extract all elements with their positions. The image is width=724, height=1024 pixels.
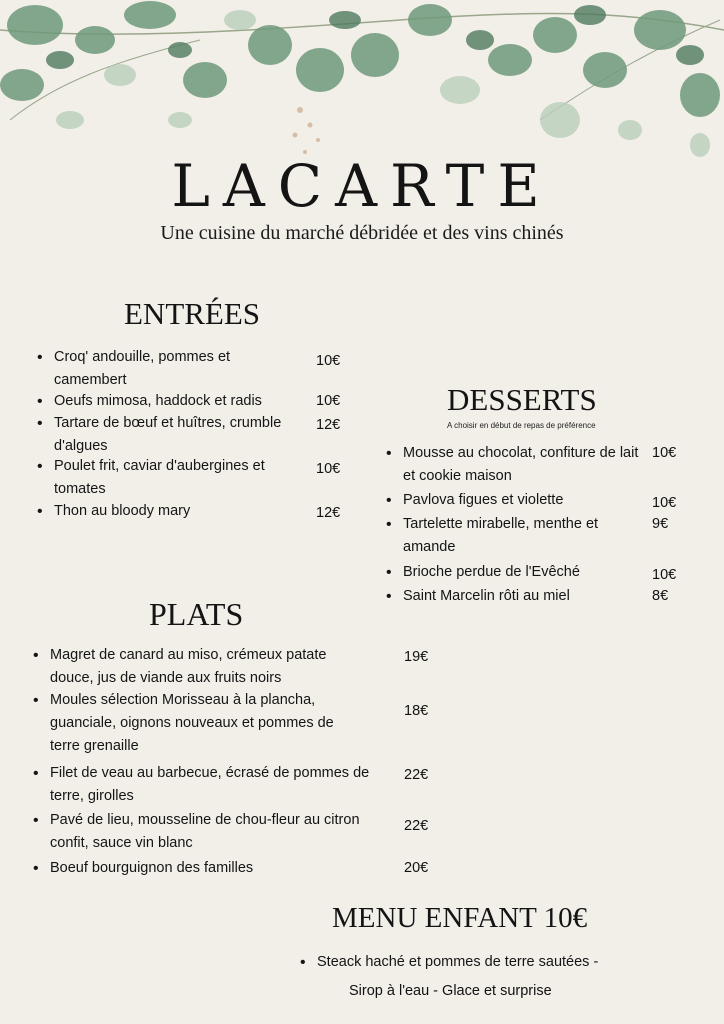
plat-name: Filet de veau au barbecue, écrasé de pommes de terre, girolles [50, 765, 370, 804]
dessert-item [386, 442, 643, 488]
enfant-item [300, 951, 657, 974]
bullet-icon: • [33, 812, 39, 829]
dessert-price: 10€ [652, 445, 677, 461]
plat-price: 20€ [404, 860, 429, 876]
plat-item [33, 644, 365, 690]
enfant-line1: Steack haché et pommes de terre sautées - [317, 954, 599, 970]
bullet-icon: • [300, 954, 306, 971]
entrees-heading: ENTRÉES [124, 296, 261, 331]
plat-price: 22€ [404, 767, 429, 783]
plat-item [33, 857, 365, 880]
entree-price: 12€ [316, 417, 341, 433]
plat-price: 22€ [404, 818, 429, 834]
dessert-name: Brioche perdue de l'Evêché [403, 564, 580, 580]
dessert-item [386, 489, 643, 512]
dessert-name: Mousse au chocolat, confiture de lait et cookie maison [403, 445, 639, 484]
plat-price: 18€ [404, 703, 429, 719]
dessert-item [386, 585, 643, 608]
dessert-price: 10€ [652, 567, 677, 583]
entree-price: 12€ [316, 505, 341, 521]
entree-item [37, 455, 299, 501]
entree-name: Tartare de bœuf et huîtres, crumble d'algues [54, 415, 282, 454]
plat-name: Moules sélection Morisseau à la plancha, guanciale, oignons nouveaux et pommes de terre grenaille [50, 692, 334, 754]
bullet-icon: • [386, 588, 392, 605]
bullet-icon: • [33, 692, 39, 709]
bullet-icon: • [37, 349, 43, 366]
dessert-price: 8€ [652, 588, 669, 604]
eucalyptus-foliage-decoration [0, 0, 724, 175]
entree-price: 10€ [316, 393, 341, 409]
plat-price: 19€ [404, 649, 429, 665]
dessert-price: 9€ [652, 516, 669, 532]
bullet-icon: • [37, 503, 43, 520]
bullet-icon: • [33, 647, 39, 664]
dessert-price: 10€ [652, 495, 677, 511]
entree-item [37, 500, 304, 523]
bullet-icon: • [33, 765, 39, 782]
entree-name: Thon au bloody mary [54, 503, 191, 519]
entree-item [37, 346, 304, 392]
entree-price: 10€ [316, 353, 341, 369]
bullet-icon: • [37, 415, 43, 432]
entree-name: Poulet frit, caviar d'aubergines et tomates [54, 458, 265, 497]
plat-name: Magret de canard au miso, crémeux patate douce, jus de viande aux fruits noirs [50, 647, 327, 686]
entree-item [37, 412, 309, 458]
plat-name: Boeuf bourguignon des familles [50, 860, 254, 876]
entree-item [37, 390, 324, 413]
bullet-icon: • [33, 860, 39, 877]
enfant-heading: MENU ENFANT 10€ [332, 902, 588, 934]
bullet-icon: • [37, 393, 43, 410]
entree-price: 10€ [316, 461, 341, 477]
bullet-icon: • [37, 458, 43, 475]
menu-subtitle: Une cuisine du marché débridée et des vins chinés [160, 222, 564, 244]
desserts-heading: DESSERTS [447, 382, 597, 417]
dessert-name: Tartelette mirabelle, menthe et amande [403, 516, 599, 555]
plat-item [33, 689, 365, 758]
bullet-icon: • [386, 445, 392, 462]
dessert-item [386, 513, 628, 559]
desserts-note: A choisir en début de repas de préférence [447, 421, 596, 430]
bullet-icon: • [386, 516, 392, 533]
entree-name: Croq' andouille, pommes et camembert [54, 349, 231, 388]
bullet-icon: • [386, 564, 392, 581]
dessert-name: Pavlova figues et violette [403, 492, 564, 508]
menu-title: LACARTE [171, 152, 553, 220]
dessert-name: Saint Marcelin rôti au miel [403, 588, 570, 604]
plats-heading: PLATS [149, 596, 244, 632]
enfant-line2: Sirop à l'eau - Glace et surprise [349, 983, 552, 999]
entree-name: Oeufs mimosa, haddock et radis [54, 393, 262, 409]
dessert-item [386, 561, 643, 584]
bullet-icon: • [386, 492, 392, 509]
plat-name: Pavé de lieu, mousseline de chou-fleur au citron confit, sauce vin blanc [50, 812, 360, 851]
plat-item [33, 762, 385, 808]
plat-item [33, 809, 365, 855]
